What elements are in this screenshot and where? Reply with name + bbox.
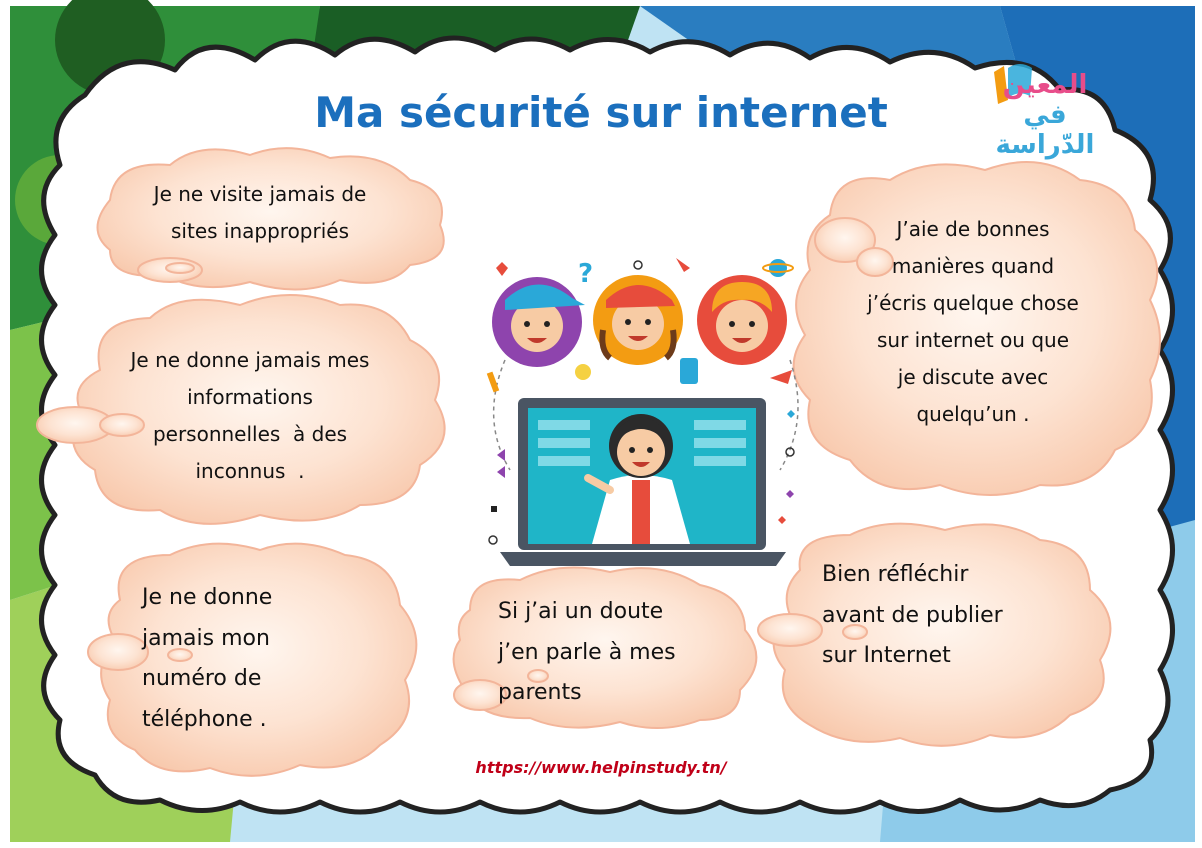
bubble-line: j’écris quelque chose — [867, 291, 1079, 315]
bubble-bottom-right-text — [822, 555, 1062, 677]
bubble-bottom-left-text — [142, 578, 362, 740]
bubble-line: J’aie de bonnes — [896, 217, 1050, 241]
logo-line2: في الدّراسة — [995, 100, 1095, 160]
bubble-line: sites inappropriés — [171, 219, 349, 243]
bubble-line: jamais mon — [142, 625, 270, 651]
kids-online-illustration — [487, 258, 798, 566]
bubble-line: téléphone . — [142, 706, 267, 732]
logo-line1: المعين — [1002, 70, 1088, 100]
bubble-line: manières quand — [891, 254, 1055, 278]
bubble-line: informations — [187, 385, 313, 409]
bubble-line: j’en parle à mes — [498, 639, 676, 665]
bubble-line: parents — [498, 680, 582, 705]
bubble-line: je discute avec — [897, 365, 1049, 389]
bubble-mid-left-text — [110, 342, 390, 490]
bubble-bottom-center-text — [498, 592, 728, 714]
bubble-top-right-text — [838, 211, 1108, 433]
source-url[interactable]: https://www.helpinstudy.tn/ — [475, 758, 727, 777]
bubble-line: sur Internet — [822, 643, 951, 668]
bubble-line: quelqu’un . — [916, 402, 1030, 426]
bubble-line: Je ne donne jamais mes — [130, 348, 370, 372]
bubble-line: sur internet ou que — [876, 328, 1070, 352]
bubble-line: inconnus . — [195, 459, 305, 483]
bubble-line: numéro de — [142, 666, 262, 691]
page-title: Ma sécurité sur internet — [314, 88, 888, 137]
bubble-top-left-text — [130, 176, 390, 250]
bubble-line: Je ne visite jamais de — [153, 182, 367, 206]
bubble-line: Bien réfléchir — [822, 562, 969, 587]
bubble-line: personnelles à des — [152, 422, 348, 446]
bubble-line: Si j’ai un doute — [498, 599, 664, 624]
svg-text:?: ? — [578, 259, 594, 289]
bubble-line: avant de publier — [822, 602, 1003, 628]
bubble-line: Je ne donne — [142, 585, 273, 610]
